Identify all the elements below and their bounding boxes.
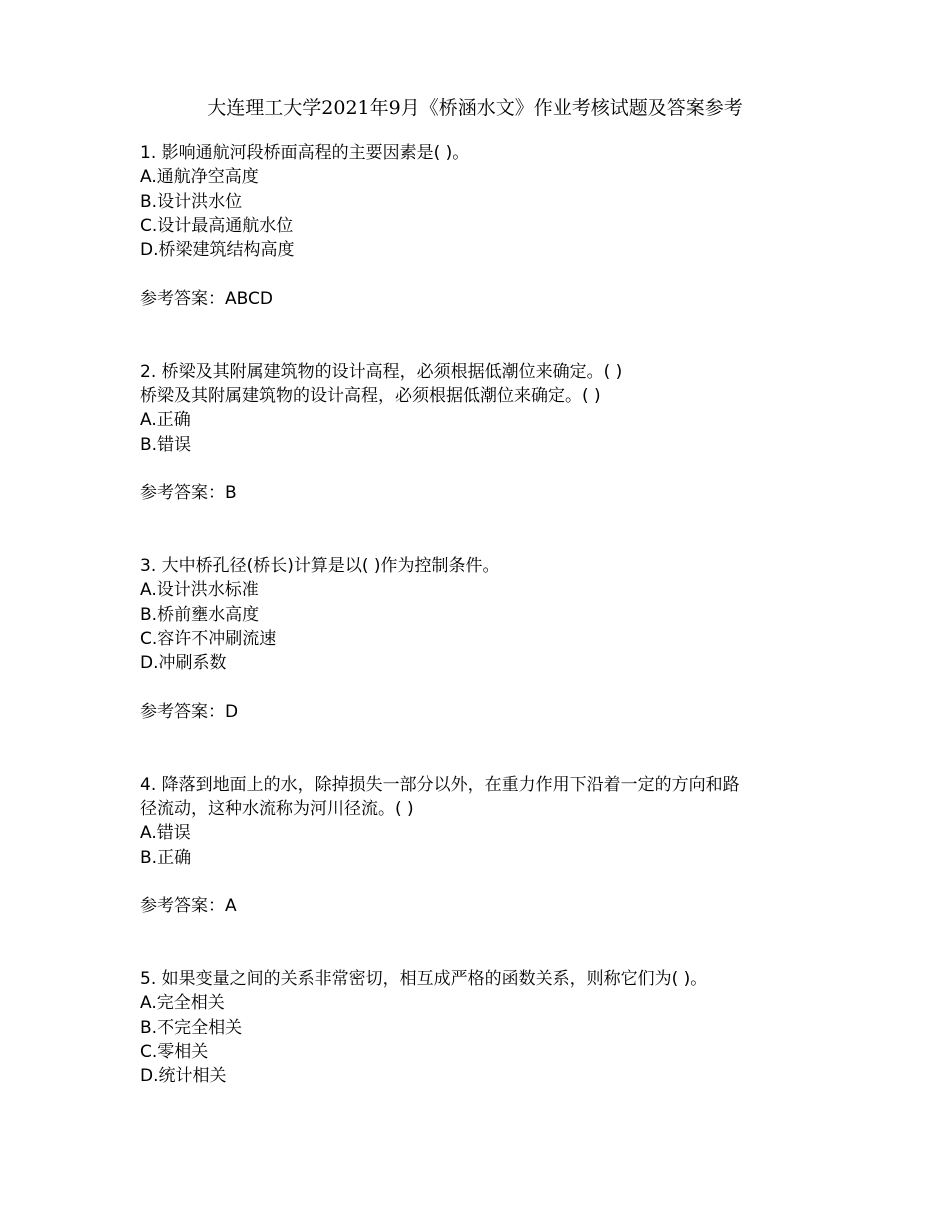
- option-b: B.错误: [140, 434, 192, 455]
- option-b: B.不完全相关: [140, 1017, 243, 1038]
- option-d: D.冲刷系数: [140, 653, 227, 674]
- option-c: C.容许不冲刷流速: [140, 628, 277, 649]
- option-a: A.正确: [140, 410, 191, 431]
- answer-prefix: 参考答案：: [140, 288, 225, 309]
- answer-value: A: [225, 896, 237, 917]
- option-c: C.设计最高通航水位: [140, 215, 294, 236]
- option-d: D.桥梁建筑结构高度: [140, 240, 295, 261]
- reference-answer: [140, 287, 820, 311]
- option-b: B.正确: [140, 847, 192, 868]
- option-c: C.零相关: [140, 1041, 209, 1062]
- option-b: B.设计洪水位: [140, 191, 243, 212]
- option-a: A.完全相关: [140, 993, 225, 1014]
- reference-answer: [140, 894, 820, 918]
- answer-value: B: [225, 483, 237, 504]
- question-stem-line: 2. 桥梁及其附属建筑物的设计高程，必须根据低潮位来确定。( ): [140, 361, 623, 382]
- question-2: [140, 360, 820, 506]
- answer-prefix: 参考答案：: [140, 701, 225, 722]
- question-5: [140, 967, 820, 1088]
- question-stem-line: 5. 如果变量之间的关系非常密切，相互成严格的函数关系，则称它们为( )。: [140, 969, 708, 990]
- question-stem-line: 4. 降落到地面上的水，除掉损失一部分以外，在重力作用下沿着一定的方向和路: [140, 774, 740, 795]
- document-title: 大连理工大学2021年9月《桥涵水文》作业考核试题及答案参考: [207, 97, 743, 119]
- option-a: A.通航净空高度: [140, 167, 259, 188]
- question-4: [140, 773, 820, 919]
- question-stem-line: 桥梁及其附属建筑物的设计高程，必须根据低潮位来确定。( ): [140, 385, 601, 406]
- question-stem: [140, 554, 820, 578]
- option-a: A.设计洪水标准: [140, 580, 259, 601]
- question-stem: [140, 967, 820, 991]
- option-d: D.统计相关: [140, 1066, 227, 1087]
- question-stem-line: 1. 影响通航河段桥面高程的主要因素是( )。: [140, 143, 470, 163]
- question-1: [140, 141, 820, 311]
- question-3: [140, 554, 820, 724]
- option-b: B.桥前壅水高度: [140, 604, 260, 625]
- question-stem: [140, 773, 820, 822]
- question-stem: [140, 141, 820, 165]
- question-list: [140, 141, 820, 1089]
- option-a: A.错误: [140, 823, 191, 844]
- answer-prefix: 参考答案：: [140, 896, 225, 917]
- answer-value: ABCD: [225, 288, 273, 309]
- reference-answer: [140, 700, 820, 724]
- answer-prefix: 参考答案：: [140, 483, 225, 504]
- question-stem-line: 3. 大中桥孔径(桥长)计算是以( )作为控制条件。: [140, 556, 500, 577]
- answer-value: D: [225, 701, 239, 722]
- question-stem: [140, 360, 820, 409]
- question-stem-line: 径流动，这种水流称为河川径流。( ): [140, 799, 414, 820]
- reference-answer: [140, 481, 820, 505]
